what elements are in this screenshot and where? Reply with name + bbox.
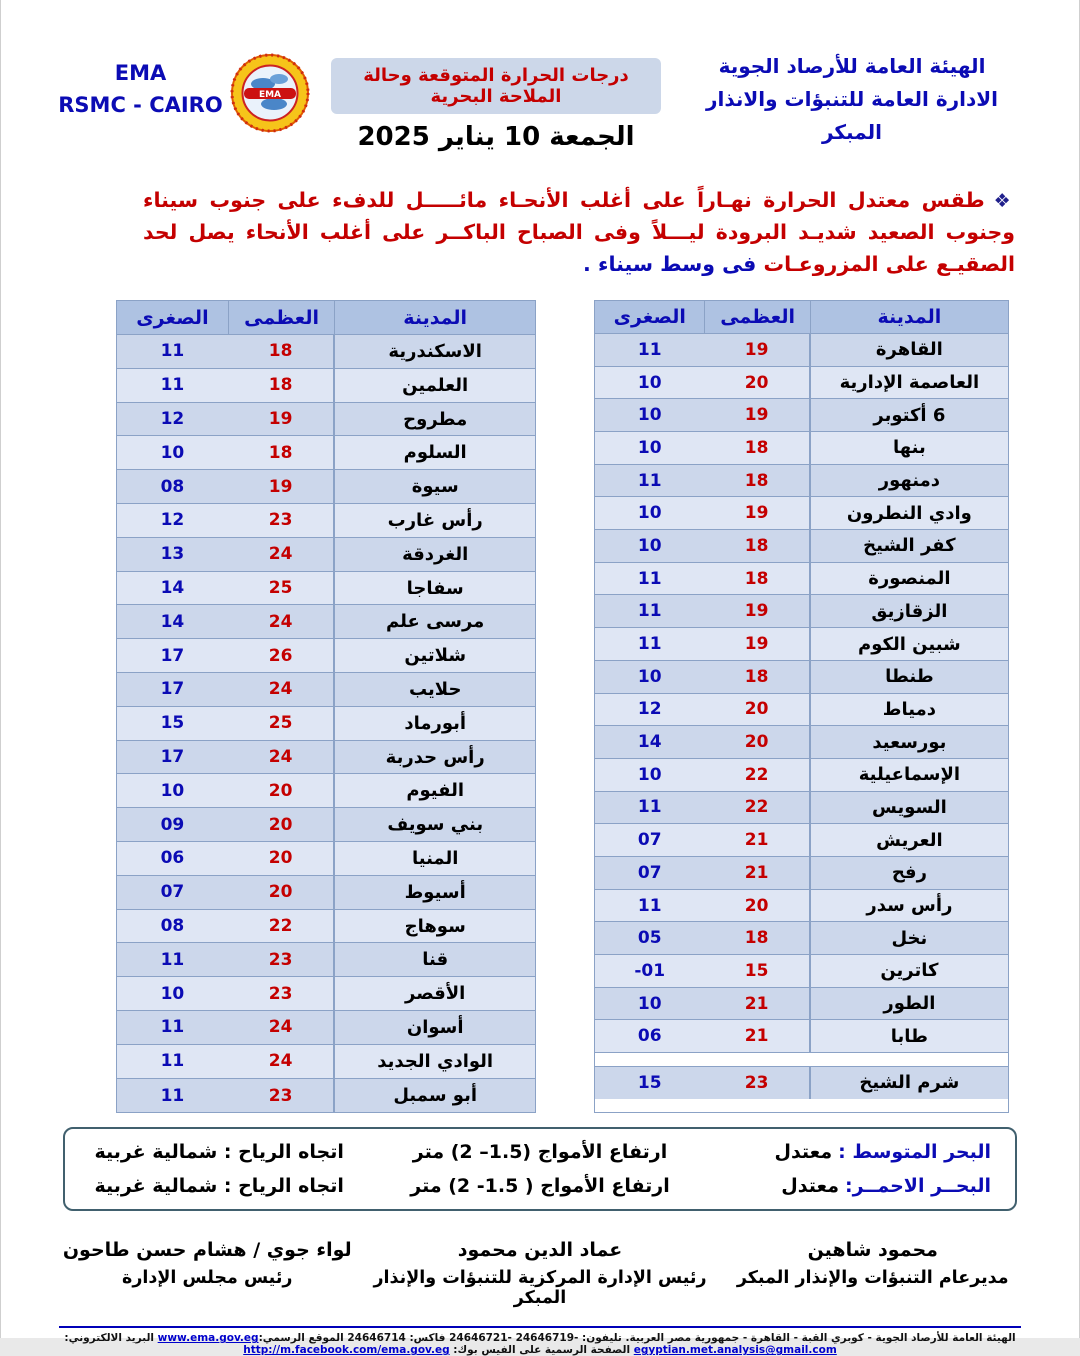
- city-row: [595, 628, 1008, 661]
- min-temp: 11: [117, 1079, 228, 1113]
- max-temp: 24: [228, 605, 335, 639]
- city-row: [595, 988, 1008, 1021]
- max-temp: 22: [704, 792, 809, 825]
- temperature-table-left: [116, 300, 536, 1113]
- footer-link[interactable]: www.ema.gov.eg: [157, 1332, 259, 1345]
- max-temp: 21: [704, 1020, 809, 1053]
- header: [1, 0, 1079, 155]
- min-temp: 09: [117, 808, 228, 842]
- city-row: [117, 403, 535, 437]
- city-row: [117, 1045, 535, 1079]
- footer-text-segment: البريد الالكتروني:: [64, 1332, 158, 1345]
- wave-height: ارتفاع الأمواج (1.5– 2) متر: [412, 1141, 668, 1164]
- city-row: [117, 1011, 535, 1045]
- city-row: [595, 824, 1008, 857]
- max-temp: 21: [704, 988, 809, 1021]
- max-temp: 20: [228, 808, 335, 842]
- city-row: [117, 538, 535, 572]
- city-row: [117, 741, 535, 775]
- max-temp: 18: [704, 922, 809, 955]
- city-row: [117, 842, 535, 876]
- min-temp: 12: [117, 403, 228, 437]
- max-temp: 19: [704, 497, 809, 530]
- min-temp: 11: [595, 628, 704, 661]
- min-temp: 11: [595, 563, 704, 596]
- column-header-max: العظمى: [228, 301, 335, 335]
- city-name: دمنهور: [810, 465, 1008, 498]
- city-name: شرم الشيخ: [810, 1067, 1008, 1099]
- city-row: [117, 605, 535, 639]
- city-name: حلايب: [334, 673, 535, 707]
- city-name: العلمين: [334, 369, 535, 403]
- max-temp: 23: [228, 977, 335, 1011]
- city-row: [595, 367, 1008, 400]
- weather-summary: [143, 185, 1015, 280]
- min-temp: 11: [117, 1011, 228, 1045]
- signatory-name: محمود شاهين: [807, 1239, 938, 1262]
- max-temp: 24: [228, 1045, 335, 1079]
- column-header-min: الصغرى: [117, 301, 228, 335]
- min-temp: 14: [117, 605, 228, 639]
- min-temp: 10: [595, 399, 704, 432]
- city-name: سيوة: [334, 470, 535, 504]
- city-name: الطور: [810, 988, 1008, 1021]
- city-row: [117, 335, 535, 369]
- city-name: العريش: [810, 824, 1008, 857]
- footer-link[interactable]: http://m.facebook.com/ema.gov.eg: [243, 1344, 450, 1356]
- title-block: [331, 58, 661, 152]
- city-row: [595, 661, 1008, 694]
- min-temp: 10: [595, 432, 704, 465]
- city-name: بنها: [810, 432, 1008, 465]
- city-name: رأس سدر: [810, 890, 1008, 923]
- temperature-tables: [116, 300, 1009, 1113]
- min-temp: 15: [117, 707, 228, 741]
- city-row: [595, 857, 1008, 890]
- max-temp: 18: [704, 432, 809, 465]
- ema-english-name: [53, 58, 228, 121]
- min-temp: 17: [117, 639, 228, 673]
- org-line-2: الادارة العامة للتنبؤات والانذار المبكر: [705, 87, 999, 144]
- column-header-city: المدينة: [334, 301, 535, 335]
- table-header-row: [595, 301, 1008, 334]
- min-temp: 07: [117, 876, 228, 910]
- city-name: كفر الشيخ: [810, 530, 1008, 563]
- city-row: [117, 876, 535, 910]
- city-name: الزقازيق: [810, 595, 1008, 628]
- city-name: وادي النطرون: [810, 497, 1008, 530]
- signatory-name: عماد الدين محمود: [457, 1239, 623, 1262]
- table-header-row: [117, 301, 535, 335]
- ema-line-2: RSMC - CAIRO: [58, 92, 223, 117]
- wind-direction: اتجاه الرياح : شمالية غربية: [94, 1141, 344, 1164]
- bulletin-title: درجات الحرارة المتوقعة وحالة الملاحة البحرية: [331, 58, 661, 114]
- city-row: [117, 504, 535, 538]
- city-name: أسيوط: [334, 876, 535, 910]
- city-name: طابا: [810, 1020, 1008, 1053]
- sea-label: البحــر الاحمــر:: [844, 1175, 991, 1198]
- sea-state: [717, 1141, 1005, 1163]
- signatory-name: لواء جوي / هشام حسن طاحون: [62, 1239, 352, 1262]
- city-row: [117, 572, 535, 606]
- max-temp: 22: [228, 910, 335, 944]
- city-name: قنا: [334, 943, 535, 977]
- city-row: [595, 432, 1008, 465]
- city-row: [595, 792, 1008, 825]
- max-temp: 19: [704, 628, 809, 661]
- max-temp: 19: [228, 403, 335, 437]
- sea-value: معتدل: [774, 1141, 833, 1164]
- max-temp: 23: [228, 943, 335, 977]
- svg-text:EMA: EMA: [258, 90, 282, 100]
- column-header-city: المدينة: [810, 301, 1008, 334]
- city-row: [595, 497, 1008, 530]
- summary-text-blue: فى وسط سيناء .: [583, 251, 764, 276]
- max-temp: 20: [228, 842, 335, 876]
- signature-block: [722, 1239, 1025, 1308]
- city-row: [117, 470, 535, 504]
- temperature-table-right: [594, 300, 1009, 1113]
- max-temp: 20: [704, 694, 809, 727]
- max-temp: 24: [228, 1011, 335, 1045]
- bulletin-date: الجمعة 10 يناير 2025: [357, 122, 635, 152]
- city-name: المنيا: [334, 842, 535, 876]
- city-name: بني سويف: [334, 808, 535, 842]
- city-name: رفح: [810, 857, 1008, 890]
- min-temp: 06: [117, 842, 228, 876]
- max-temp: 20: [704, 726, 809, 759]
- min-temp: 07: [595, 824, 704, 857]
- footer-text-segment: الصفحة الرسمية على الفيس بوك:: [449, 1344, 634, 1356]
- min-temp: 17: [117, 741, 228, 775]
- footer-link[interactable]: egyptian.met.analysis@gmail.com: [633, 1344, 837, 1356]
- min-temp: 10: [595, 988, 704, 1021]
- city-name: القاهرة: [810, 334, 1008, 367]
- city-row: [117, 369, 535, 403]
- column-header-max: العظمى: [704, 301, 809, 334]
- min-temp: 10: [595, 367, 704, 400]
- city-row: [595, 759, 1008, 792]
- max-temp: 19: [704, 595, 809, 628]
- max-temp: 20: [228, 876, 335, 910]
- min-temp: 17: [117, 673, 228, 707]
- sea-state: [717, 1175, 1005, 1197]
- wind-direction: اتجاه الرياح : شمالية غربية: [94, 1175, 344, 1198]
- city-name: دمياط: [810, 694, 1008, 727]
- city-name: السلوم: [334, 436, 535, 470]
- ema-line-1: EMA: [114, 61, 167, 85]
- footer-text-segment: الهيئة العامة للأرصاد الجوية - كوبري القبة - القاهرة - جمهورية مصر العربية. تليفون: -24646719 -24646721 فاكس: 24646714 الموقع الرسمي:: [258, 1332, 1016, 1345]
- min-temp: 11: [595, 465, 704, 498]
- city-row: [117, 774, 535, 808]
- max-temp: 19: [228, 470, 335, 504]
- max-temp: 23: [704, 1067, 809, 1099]
- max-temp: 18: [228, 335, 335, 369]
- min-temp: 10: [595, 497, 704, 530]
- min-temp: 11: [595, 334, 704, 367]
- min-temp: 10: [117, 977, 228, 1011]
- signatory-title: رئيس مجلس الإدارة: [122, 1268, 293, 1289]
- city-name: 6 أكتوبر: [810, 399, 1008, 432]
- city-name: الغردقة: [334, 538, 535, 572]
- city-name: الأقصر: [334, 977, 535, 1011]
- min-temp: -01: [595, 955, 704, 988]
- org-names: [677, 50, 1027, 149]
- min-temp: 10: [595, 530, 704, 563]
- city-row: [595, 465, 1008, 498]
- footer: [59, 1326, 1021, 1356]
- city-name: الفيوم: [334, 774, 535, 808]
- city-row: [117, 436, 535, 470]
- min-temp: 11: [595, 792, 704, 825]
- min-temp: 15: [595, 1067, 704, 1099]
- max-temp: 18: [228, 436, 335, 470]
- city-row: [595, 1020, 1008, 1053]
- city-row: [117, 808, 535, 842]
- max-temp: 19: [704, 334, 809, 367]
- max-temp: 25: [228, 707, 335, 741]
- min-temp: 11: [117, 943, 228, 977]
- max-temp: 18: [228, 369, 335, 403]
- column-header-min: الصغرى: [595, 301, 704, 334]
- min-temp: 11: [117, 335, 228, 369]
- min-temp: 13: [117, 538, 228, 572]
- city-name: رأس حدربة: [334, 741, 535, 775]
- city-name: بورسعيد: [810, 726, 1008, 759]
- max-temp: 24: [228, 538, 335, 572]
- max-temp: 25: [228, 572, 335, 606]
- sea-value: معتدل: [781, 1175, 839, 1198]
- city-name: شبين الكوم: [810, 628, 1008, 661]
- max-temp: 21: [704, 857, 809, 890]
- max-temp: 20: [704, 367, 809, 400]
- min-temp: 10: [117, 774, 228, 808]
- city-name: طنطا: [810, 661, 1008, 694]
- sea-label: البحر المتوسط :: [838, 1141, 991, 1164]
- city-row: [117, 673, 535, 707]
- max-temp: 15: [704, 955, 809, 988]
- city-row: [595, 955, 1008, 988]
- min-temp: 12: [117, 504, 228, 538]
- city-name: الاسكندرية: [334, 335, 535, 369]
- max-temp: 20: [228, 774, 335, 808]
- min-temp: 05: [595, 922, 704, 955]
- max-temp: 18: [704, 465, 809, 498]
- min-temp: 10: [595, 759, 704, 792]
- signature-block: [56, 1239, 359, 1308]
- city-row: [595, 595, 1008, 628]
- city-row: [117, 910, 535, 944]
- city-name: نخل: [810, 922, 1008, 955]
- max-temp: 19: [704, 399, 809, 432]
- city-row: [117, 1079, 535, 1113]
- city-name: السويس: [810, 792, 1008, 825]
- city-name: شلاتين: [334, 639, 535, 673]
- diamond-bullet-icon: ❖: [993, 190, 1015, 212]
- city-name: كاترين: [810, 955, 1008, 988]
- city-row: [595, 563, 1008, 596]
- signatory-title: رئيس الإدارة المركزية للتنبؤات والإنذار المبكر: [373, 1268, 707, 1309]
- marine-conditions-box: [63, 1127, 1017, 1211]
- min-temp: 07: [595, 857, 704, 890]
- max-temp: 20: [704, 890, 809, 923]
- city-row: [595, 530, 1008, 563]
- max-temp: 18: [704, 563, 809, 596]
- signatures: [56, 1239, 1024, 1308]
- city-name: مطروح: [334, 403, 535, 437]
- min-temp: 06: [595, 1020, 704, 1053]
- city-name: سوهاج: [334, 910, 535, 944]
- wave-height: ارتفاع الأمواج ( 1.5- 2) متر: [410, 1175, 670, 1198]
- signatory-title: مديرعام التنبؤات والإنذار المبكر: [736, 1268, 1009, 1289]
- city-name: المنصورة: [810, 563, 1008, 596]
- city-row: [117, 943, 535, 977]
- city-row: [595, 890, 1008, 923]
- summary-text-red: طقس معتدل الحرارة نهـاراً على أغلب الأنحـاء مائـــــل للدفء على جنوب سيناء وجنوب الصعيد شديـد البرودة ليـــلاً وفى الصباح الباكــر على أغلب الأنحاء يصل لحد الصقيـع على المزروعـات: [143, 188, 1015, 276]
- min-temp: 11: [117, 369, 228, 403]
- city-name: العاصمة الإدارية: [810, 367, 1008, 400]
- min-temp: 08: [117, 910, 228, 944]
- max-temp: 26: [228, 639, 335, 673]
- min-temp: 11: [117, 1045, 228, 1079]
- min-temp: 10: [595, 661, 704, 694]
- max-temp: 24: [228, 741, 335, 775]
- max-temp: 23: [228, 504, 335, 538]
- city-name: أسوان: [334, 1011, 535, 1045]
- city-row: [595, 399, 1008, 432]
- city-name: الوادي الجديد: [334, 1045, 535, 1079]
- max-temp: 23: [228, 1079, 335, 1113]
- max-temp: 24: [228, 673, 335, 707]
- city-name: أبو سمبل: [334, 1079, 535, 1113]
- max-temp: 22: [704, 759, 809, 792]
- city-name: رأس غارب: [334, 504, 535, 538]
- city-row: [595, 694, 1008, 727]
- org-line-1: الهيئة العامة للأرصاد الجوية: [718, 54, 986, 78]
- city-row: [117, 707, 535, 741]
- max-temp: 18: [704, 661, 809, 694]
- city-name: أبورماد: [334, 707, 535, 741]
- signature-block: [359, 1239, 722, 1308]
- city-name: مرسى علم: [334, 605, 535, 639]
- min-temp: 14: [117, 572, 228, 606]
- min-temp: 08: [117, 470, 228, 504]
- city-row: [595, 334, 1008, 367]
- min-temp: 12: [595, 694, 704, 727]
- city-row: [595, 922, 1008, 955]
- min-temp: 14: [595, 726, 704, 759]
- max-temp: 18: [704, 530, 809, 563]
- min-temp: 11: [595, 595, 704, 628]
- city-row: [595, 1066, 1008, 1099]
- city-row: [595, 726, 1008, 759]
- max-temp: 21: [704, 824, 809, 857]
- min-temp: 11: [595, 890, 704, 923]
- city-row: [117, 977, 535, 1011]
- ema-logo-icon: [229, 52, 311, 134]
- min-temp: 10: [117, 436, 228, 470]
- city-name: الإسماعيلية: [810, 759, 1008, 792]
- city-row: [117, 639, 535, 673]
- marine-grid: [75, 1141, 1005, 1197]
- city-name: سفاجا: [334, 572, 535, 606]
